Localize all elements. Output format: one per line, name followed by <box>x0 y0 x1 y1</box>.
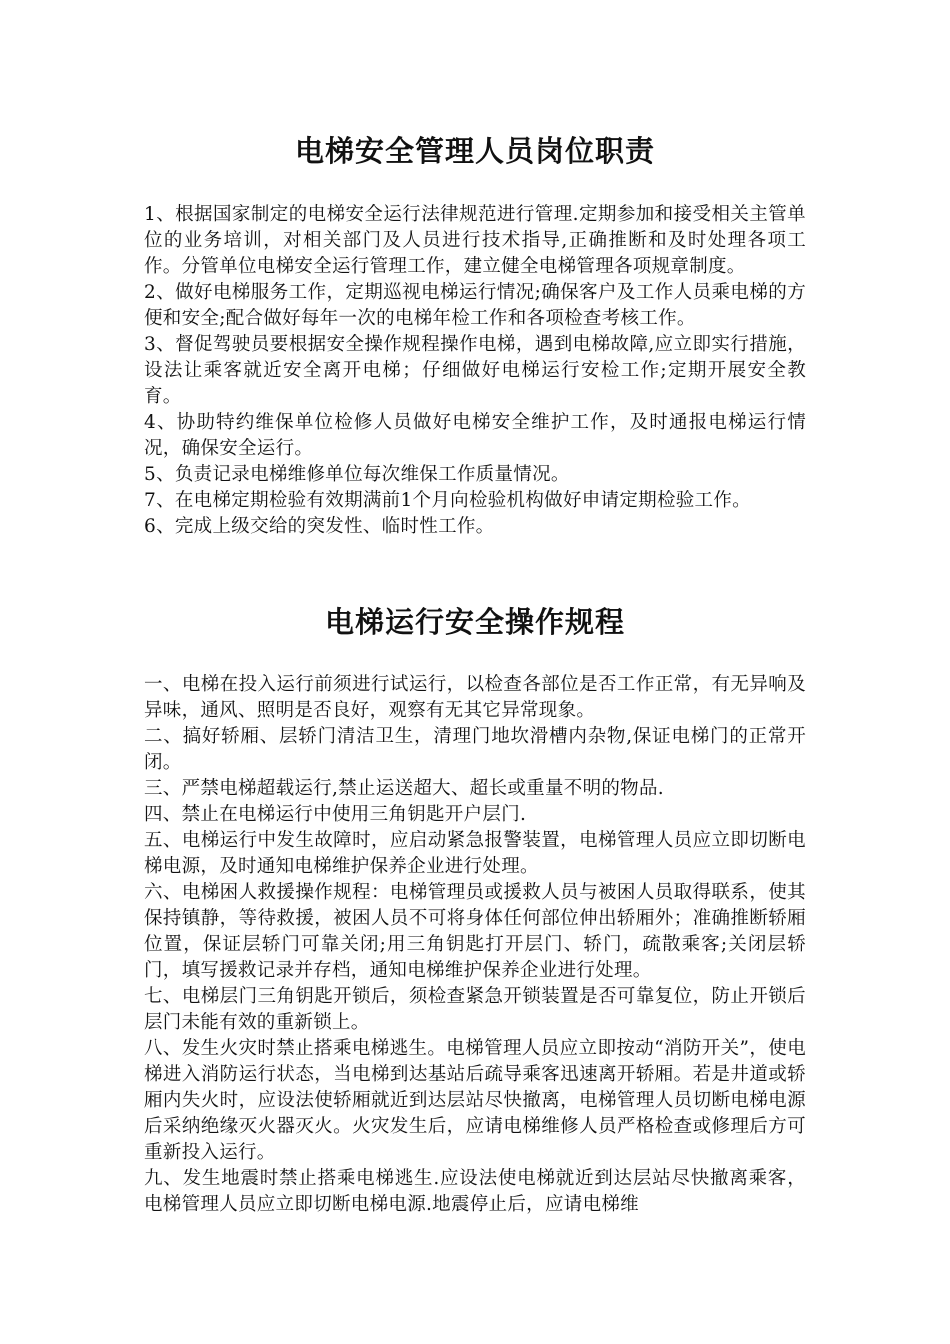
rule-item: 二、搞好轿厢、层轿门清洁卫生，清理门地坎滑槽内杂物,保证电梯门的正常开闭。 <box>144 726 806 773</box>
page-title: 电梯安全管理人员岗位职责 <box>294 134 655 168</box>
rule-item: 八、发生火灾时禁止搭乘电梯逃生。电梯管理人员应立即按动“消防开关”，使电梯进入消防运行状态，当电梯到达基站后疏导乘客迅速离开轿厢。若是井道或轿厢内失火时，应设法使轿厢就近到达层站尽快撤离，电梯管理人员切断电梯电源后采纳绝缘灭火器灭火。火灾发生后，应请电梯维修人员严格检查或修理后方可重新投入运行。 <box>144 1038 806 1163</box>
rule-item: 七、电梯层门三角钥匙开锁后，须检查紧急开锁装置是否可靠复位，防止开锁后层门未能有效的重新锁上。 <box>144 986 806 1033</box>
rule-item: 三、严禁电梯超载运行,禁止运送超大、超长或重量不明的物品. <box>144 778 664 799</box>
rule-item: 六、电梯困人救援操作规程：电梯管理员或援救人员与被困人员取得联系，使其保持镇静，等待救援，被困人员不可将身体任何部位伸出轿厢外；准确推断轿厢位置，保证层轿门可靠关闭;用三角钥匙打开层门、轿门，疏散乘客;关闭层轿门，填写援救记录并存档，通知电梯维护保养企业进行处理。 <box>144 882 806 981</box>
rule-item: 四、禁止在电梯运行中使用三角钥匙开户层门. <box>144 804 527 825</box>
rule-item: 九、发生地震时禁止搭乘电梯逃生.应设法使电梯就近到达层站尽快撤离乘客，电梯管理人员应立即切断电梯电源.地震停止后，应请电梯维 <box>144 1168 806 1215</box>
duty-item: 4、协助特约维保单位检修人员做好电梯安全维护工作，及时通报电梯运行情况，确保安全运行。 <box>144 412 806 459</box>
rule-item: 一、电梯在投入运行前须进行试运行，以检查各部位是否工作正常，有无异响及异味，通风、照明是否良好，观察有无其它异常现象。 <box>144 674 806 721</box>
duty-item: 1、根据国家制定的电梯安全运行法律规范进行管理.定期参加和接受相关主管单位的业务培训，对相关部门及人员进行技术指导,正确推断和及时处理各项工作。分管单位电梯安全运行管理工作，建立健全电梯管理各项规章制度。 <box>144 204 806 277</box>
duty-item: 2、做好电梯服务工作，定期巡视电梯运行情况;确保客户及工作人员乘电梯的方便和安全;配合做好每年一次的电梯年检工作和各项检查考核工作。 <box>144 282 806 329</box>
rules-section <box>144 672 806 1218</box>
duty-item: 3、督促驾驶员要根据安全操作规程操作电梯，遇到电梯故障,应立即实行措施，设法让乘客就近安全离开电梯；仔细做好电梯运行安检工作;定期开展安全教育。 <box>144 334 806 407</box>
duty-item: 7、在电梯定期检验有效期满前1个月向检验机构做好申请定期检验工作。 <box>144 490 751 511</box>
rule-item: 五、电梯运行中发生故障时，应启动紧急报警装置，电梯管理人员应立即切断电梯电源，及时通知电梯维护保养企业进行处理。 <box>144 830 806 877</box>
duty-item: 5、负责记录电梯维修单位每次维保工作质量情况。 <box>144 464 570 485</box>
duty-item: 6、完成上级交给的突发性、临时性工作。 <box>144 516 495 537</box>
duties-section <box>144 202 806 540</box>
section-title: 电梯运行安全操作规程 <box>324 605 625 639</box>
